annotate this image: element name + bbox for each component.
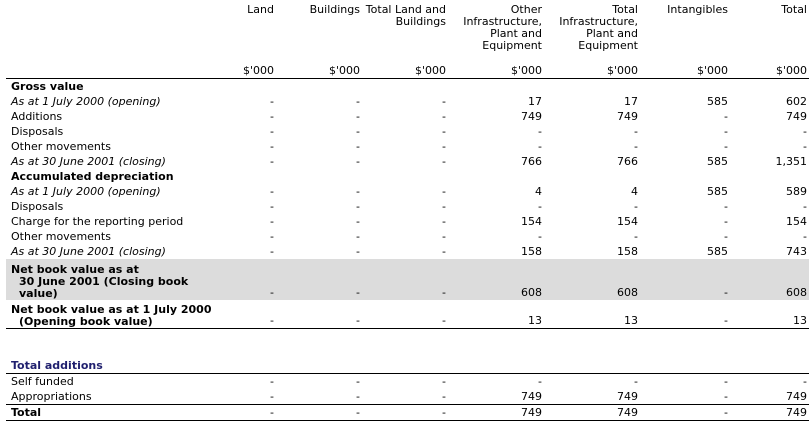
value-cell: - xyxy=(216,259,276,300)
row-label: As at 1 July 2000 (opening) xyxy=(11,185,161,198)
table-row xyxy=(6,139,809,154)
value-cell: - xyxy=(270,245,274,258)
units-row xyxy=(6,62,809,79)
value-cell: 13 xyxy=(544,300,640,329)
value-cell: - xyxy=(803,375,807,388)
value-cell: - xyxy=(538,375,542,388)
value-cell: - xyxy=(356,140,360,153)
table-row xyxy=(6,214,809,229)
unit-cell: $'000 xyxy=(362,62,448,79)
value-cell: - xyxy=(724,140,728,153)
value-cell: - xyxy=(640,300,730,329)
value-cell: - xyxy=(270,140,274,153)
row-label xyxy=(6,300,216,329)
value-cell: 1,351 xyxy=(775,155,807,168)
header-buildings: Buildings xyxy=(309,3,360,16)
value-cell: - xyxy=(442,95,446,108)
value-cell: 154 xyxy=(521,215,542,228)
value-cell: - xyxy=(538,200,542,213)
section-heading-accumulated-depreciation xyxy=(6,169,809,184)
value-cell: - xyxy=(442,245,446,258)
row-label: Charge for the reporting period xyxy=(11,215,184,228)
value-cell: 766 xyxy=(521,155,542,168)
table-row xyxy=(6,244,809,259)
row-label: Appropriations xyxy=(11,390,92,403)
section-heading-total-additions xyxy=(6,358,809,374)
row-label xyxy=(6,259,216,300)
header-land: Land xyxy=(247,3,274,16)
header-intangibles: Intangibles xyxy=(667,3,728,16)
value-cell: - xyxy=(270,185,274,198)
value-cell: 585 xyxy=(707,155,728,168)
table-row xyxy=(6,94,809,109)
row-label: Disposals xyxy=(11,125,64,138)
value-cell: - xyxy=(276,405,362,421)
value-cell: 743 xyxy=(786,245,807,258)
value-cell: - xyxy=(442,155,446,168)
value-cell: - xyxy=(634,200,638,213)
value-cell: - xyxy=(442,200,446,213)
header-total-infrastructure: Total Infrastructure, Plant and Equipment xyxy=(559,3,638,52)
value-cell: - xyxy=(803,140,807,153)
unit-cell: $'000 xyxy=(448,62,544,79)
value-cell: - xyxy=(216,405,276,421)
value-cell: - xyxy=(538,230,542,243)
value-cell: - xyxy=(270,230,274,243)
value-cell: - xyxy=(634,125,638,138)
value-cell: 13 xyxy=(730,300,809,329)
table-row xyxy=(6,109,809,124)
value-cell: - xyxy=(356,245,360,258)
value-cell: - xyxy=(362,259,448,300)
row-label: Disposals xyxy=(11,200,64,213)
value-cell: - xyxy=(442,140,446,153)
value-cell: 4 xyxy=(631,185,638,198)
row-label: Other movements xyxy=(11,140,111,153)
value-cell: 17 xyxy=(624,95,638,108)
value-cell: - xyxy=(724,215,728,228)
nbv-closing-line-3: value) xyxy=(19,287,58,300)
value-cell: - xyxy=(634,375,638,388)
units-blank xyxy=(6,62,216,79)
value-cell: - xyxy=(276,300,362,329)
row-label: Additions xyxy=(11,110,63,123)
value-cell: - xyxy=(640,405,730,421)
value-cell: 749 xyxy=(448,405,544,421)
table-row xyxy=(6,154,809,169)
value-cell: - xyxy=(538,125,542,138)
row-label: As at 30 June 2001 (closing) xyxy=(11,155,166,168)
table-row xyxy=(6,229,809,244)
row-label: Self funded xyxy=(11,375,74,388)
value-cell: - xyxy=(356,125,360,138)
value-cell: - xyxy=(356,185,360,198)
value-cell: - xyxy=(270,125,274,138)
value-cell: 766 xyxy=(617,155,638,168)
value-cell: - xyxy=(356,215,360,228)
value-cell: - xyxy=(276,259,362,300)
value-cell: 589 xyxy=(786,185,807,198)
value-cell: - xyxy=(803,230,807,243)
section-title: Gross value xyxy=(11,80,84,93)
unit-cell: $'000 xyxy=(640,62,730,79)
value-cell: - xyxy=(724,375,728,388)
unit-cell: $'000 xyxy=(544,62,640,79)
unit-cell: $'000 xyxy=(276,62,362,79)
column-header-row xyxy=(6,0,809,62)
value-cell: - xyxy=(442,375,446,388)
row-label: Other movements xyxy=(11,230,111,243)
header-other-infrastructure: Other Infrastructure, Plant and Equipment xyxy=(463,3,542,52)
value-cell: - xyxy=(362,300,448,329)
section-title: Total additions xyxy=(6,358,216,374)
nbv-opening-line-2: (Opening book value) xyxy=(19,315,153,328)
value-cell: 749 xyxy=(786,110,807,123)
table-row xyxy=(6,199,809,214)
value-cell: 608 xyxy=(544,259,640,300)
value-cell: - xyxy=(362,405,448,421)
value-cell: - xyxy=(270,215,274,228)
total-row xyxy=(6,405,809,421)
value-cell: - xyxy=(640,259,730,300)
unit-cell: $'000 xyxy=(730,62,809,79)
value-cell: 749 xyxy=(617,110,638,123)
spacer-row xyxy=(6,329,809,359)
value-cell: - xyxy=(442,215,446,228)
table-row xyxy=(6,389,809,405)
value-cell: - xyxy=(442,390,446,403)
value-cell: - xyxy=(724,230,728,243)
net-book-value-opening-row xyxy=(6,300,809,329)
value-cell: 602 xyxy=(786,95,807,108)
value-cell: - xyxy=(270,200,274,213)
table-row xyxy=(6,124,809,139)
row-label: As at 30 June 2001 (closing) xyxy=(11,245,166,258)
value-cell: - xyxy=(356,110,360,123)
value-cell: 154 xyxy=(617,215,638,228)
value-cell: - xyxy=(442,185,446,198)
nbv-closing-line-2: 30 June 2001 (Closing book xyxy=(19,275,189,288)
value-cell: - xyxy=(356,390,360,403)
value-cell: 749 xyxy=(617,390,638,403)
value-cell: - xyxy=(356,375,360,388)
value-cell: - xyxy=(356,200,360,213)
value-cell: - xyxy=(724,110,728,123)
value-cell: - xyxy=(724,125,728,138)
value-cell: - xyxy=(442,110,446,123)
asset-table xyxy=(6,0,809,421)
value-cell: - xyxy=(724,200,728,213)
value-cell: 585 xyxy=(707,245,728,258)
value-cell: - xyxy=(270,390,274,403)
value-cell: - xyxy=(270,110,274,123)
table-row xyxy=(6,374,809,390)
value-cell: - xyxy=(270,95,274,108)
value-cell: 17 xyxy=(528,95,542,108)
value-cell: 749 xyxy=(730,405,809,421)
value-cell: - xyxy=(442,230,446,243)
nbv-opening-line-1: Net book value as at 1 July 2000 xyxy=(11,303,212,316)
net-book-value-closing-row xyxy=(6,259,809,300)
value-cell: - xyxy=(270,155,274,168)
header-total-land-buildings: Total Land and Buildings xyxy=(365,3,446,28)
value-cell: 154 xyxy=(786,215,807,228)
value-cell: - xyxy=(538,140,542,153)
value-cell: 585 xyxy=(707,95,728,108)
value-cell: 4 xyxy=(535,185,542,198)
value-cell: 749 xyxy=(521,390,542,403)
section-heading-gross-value xyxy=(6,79,809,95)
value-cell: 749 xyxy=(544,405,640,421)
value-cell: - xyxy=(216,300,276,329)
header-total: Total xyxy=(781,3,807,16)
value-cell: 585 xyxy=(707,185,728,198)
value-cell: - xyxy=(356,230,360,243)
value-cell: - xyxy=(803,200,807,213)
unit-cell: $'000 xyxy=(216,62,276,79)
value-cell: 158 xyxy=(617,245,638,258)
row-label: Total xyxy=(6,405,216,421)
value-cell: - xyxy=(634,140,638,153)
header-blank xyxy=(6,0,216,62)
value-cell: - xyxy=(724,390,728,403)
value-cell: 608 xyxy=(448,259,544,300)
value-cell: - xyxy=(803,125,807,138)
value-cell: 749 xyxy=(521,110,542,123)
value-cell: - xyxy=(356,155,360,168)
row-label: As at 1 July 2000 (opening) xyxy=(11,95,161,108)
value-cell: 158 xyxy=(521,245,542,258)
value-cell: 13 xyxy=(448,300,544,329)
value-cell: 749 xyxy=(786,390,807,403)
value-cell: 608 xyxy=(730,259,809,300)
value-cell: - xyxy=(356,95,360,108)
section-title: Accumulated depreciation xyxy=(11,170,174,183)
value-cell: - xyxy=(270,375,274,388)
table-row xyxy=(6,184,809,199)
nbv-closing-line-1: Net book value as at xyxy=(11,263,139,276)
value-cell: - xyxy=(442,125,446,138)
value-cell: - xyxy=(634,230,638,243)
